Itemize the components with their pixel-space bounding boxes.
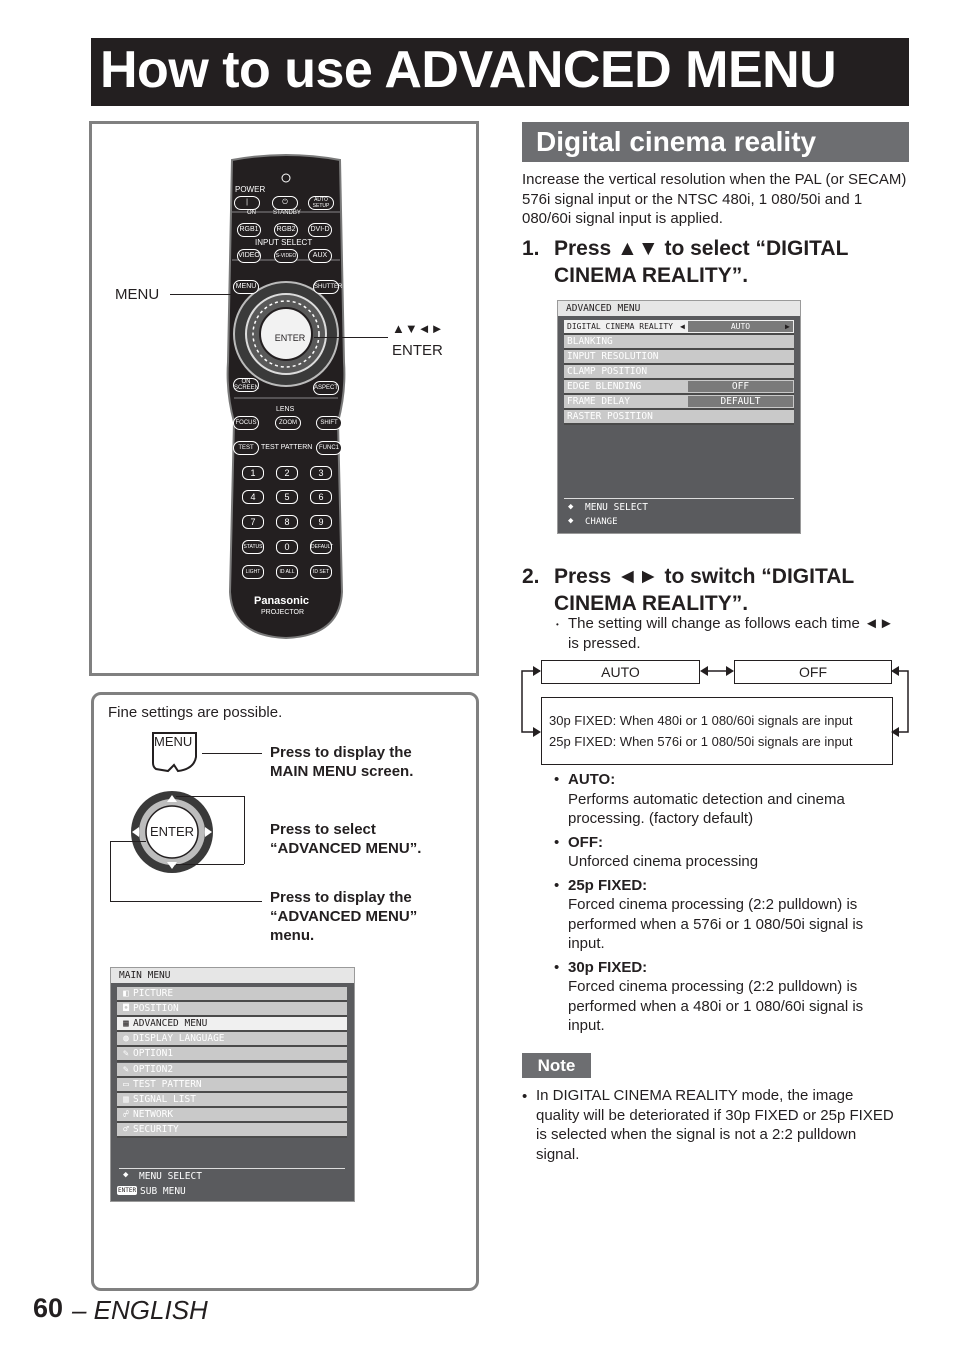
- remote-rgb1-button[interactable]: RGB1: [237, 223, 261, 237]
- remote-id-set-button[interactable]: ID SET: [310, 565, 332, 579]
- flow-fixed-box: [541, 697, 893, 765]
- option-item: [554, 958, 899, 1036]
- bullet-icon: •: [554, 958, 560, 976]
- main-menu-item-label: PICTURE: [133, 988, 174, 999]
- advanced-menu-item-label: INPUT RESOLUTION: [567, 351, 659, 362]
- menu-item-icon: ▭: [123, 1078, 129, 1090]
- advanced-menu-screen: [557, 300, 801, 534]
- remote-on-button[interactable]: |: [234, 196, 260, 210]
- remote-standby-button[interactable]: ⏻: [272, 196, 298, 210]
- remote-number-button[interactable]: 8: [276, 515, 298, 529]
- advanced-menu-item-label: FRAME DELAY: [567, 396, 630, 407]
- remote-menu-button[interactable]: MENU: [233, 280, 259, 294]
- main-menu-item[interactable]: [117, 1017, 347, 1032]
- remote-brand-logo: Panasonic: [254, 595, 310, 607]
- remote-number-button[interactable]: 7: [242, 515, 264, 529]
- advanced-menu-item-label: CLAMP POSITION: [567, 366, 648, 377]
- page-title: How to use ADVANCED MENU: [100, 41, 837, 99]
- option-item: [554, 876, 899, 954]
- remote-status-button[interactable]: STATUS: [242, 540, 264, 554]
- note-label: Note: [522, 1053, 591, 1078]
- flow-25p-line: 25p FIXED: When 576i or 1 080/50i signals are input: [549, 734, 853, 749]
- remote-aux-button[interactable]: AUX: [308, 249, 332, 263]
- remote-test-button[interactable]: TEST: [233, 441, 259, 455]
- remote-number-button[interactable]: 2: [276, 466, 298, 480]
- remote-dvi-d-button[interactable]: DVI-D: [308, 223, 332, 237]
- step2-note: The setting will change as follows each time ◄► is pressed.: [568, 615, 894, 652]
- osd-divider: [564, 498, 794, 499]
- remote-on-label: ON: [247, 210, 256, 216]
- remote-shift-button[interactable]: SHIFT: [316, 416, 342, 430]
- menu-item-icon: ▥: [123, 1093, 129, 1105]
- bracket-line: [176, 864, 244, 865]
- remote-power-label: POWER: [235, 185, 266, 194]
- remote-shutter-button[interactable]: SHUTTER: [313, 280, 339, 294]
- step2-text: Press ◄► to switch “DIGITAL CINEMA REALITY”.: [554, 565, 854, 615]
- remote-on-screen-button[interactable]: ON SCREEN: [234, 379, 260, 391]
- options-list: [554, 770, 899, 1040]
- left-arrow-icon: ◀: [680, 322, 685, 331]
- callout-menu-label: MENU: [115, 286, 160, 303]
- menu-item-icon: ✎: [123, 1048, 129, 1060]
- option-description: Unforced cinema processing: [568, 853, 759, 870]
- caption-select-advanced: Press to select “ADVANCED MENU”.: [270, 821, 422, 857]
- remote-video-button[interactable]: VIDEO: [237, 249, 261, 263]
- menu-item-icon: ◧: [123, 988, 129, 999]
- main-menu-item-label: OPTION1: [133, 1048, 174, 1060]
- main-menu-item[interactable]: [117, 1123, 347, 1138]
- main-menu-screen: [110, 967, 355, 1202]
- main-menu-footer1: MENU SELECT: [139, 1171, 202, 1182]
- option-description: Performs automatic detection and cinema processing. (factory default): [568, 790, 845, 827]
- remote-control-panel: [89, 121, 479, 676]
- remote-id-all-button[interactable]: ID ALL: [276, 565, 298, 579]
- remote-enter-button[interactable]: ENTER: [274, 333, 306, 343]
- main-menu-item-label: TEST PATTERN: [133, 1078, 202, 1090]
- step1-text: Press ▲▼ to select “DIGITAL CINEMA REALITY”.: [554, 237, 849, 287]
- main-menu-item-label: POSITION: [133, 1003, 179, 1015]
- remote-s-video-button[interactable]: S-VIDEO: [274, 249, 298, 263]
- remote-auto-setup-button[interactable]: AUTO SETUP: [308, 196, 334, 210]
- cap1-line: [202, 753, 262, 754]
- callout-enter-line: [314, 337, 388, 338]
- main-menu-item-label: ADVANCED MENU: [133, 1018, 208, 1030]
- advanced-menu-item[interactable]: [564, 410, 794, 425]
- option-description: Forced cinema processing (2:2 pulldown) is performed when a 480i or 1 080/60i signal is input.: [568, 978, 864, 1034]
- section-header: [522, 122, 909, 162]
- option-description: Forced cinema processing (2:2 pulldown) is performed when a 576i or 1 080/50i signal is input.: [568, 896, 864, 952]
- section-intro: Increase the vertical resolution when the PAL (or SECAM) 576i signal input or the NTSC 480i, 1 080/50i and 1 080/60i signal input is applied.: [522, 171, 907, 227]
- osd-divider: [119, 1168, 345, 1169]
- remote-number-button[interactable]: 5: [276, 490, 298, 504]
- remote-test-pattern-label: TEST PATTERN: [261, 444, 313, 451]
- advanced-menu-item-value: DEFAULT: [688, 396, 793, 407]
- cap3-line: [110, 841, 146, 842]
- adv-menu-footer1: MENU SELECT: [585, 502, 648, 513]
- bracket-line: [176, 796, 244, 797]
- option-name: OFF:: [568, 833, 603, 851]
- remote-rgb2-button[interactable]: RGB2: [274, 223, 298, 237]
- menu-item-icon: ✎: [123, 1063, 129, 1075]
- footer-language: – ENGLISH: [72, 1295, 208, 1325]
- remote-lens-label: LENS: [276, 406, 295, 413]
- remote-number-button[interactable]: 0: [276, 540, 298, 554]
- advanced-menu-item[interactable]: [564, 320, 794, 335]
- advanced-menu-item-value[interactable]: AUTO: [688, 321, 793, 332]
- advanced-menu-item-label: EDGE BLENDING: [567, 381, 642, 392]
- right-arrow-icon: ▶: [785, 322, 790, 331]
- enter-key-label: ENTER: [149, 824, 195, 839]
- menu-item-icon: ◘: [123, 1003, 129, 1015]
- caption-display-advanced: Press to display the “ADVANCED MENU” menu.: [270, 889, 418, 944]
- remote-focus-button[interactable]: FOCUS: [233, 416, 259, 430]
- menu-select-icon: ◆: [568, 502, 574, 512]
- menu-item-icon: ▦: [123, 1018, 129, 1030]
- main-menu-item-label: SIGNAL LIST: [133, 1093, 196, 1105]
- remote-number-button[interactable]: 1: [242, 466, 264, 480]
- main-menu-item[interactable]: [117, 1078, 347, 1093]
- fine-settings-panel: [91, 692, 479, 1291]
- callout-enter-label: ENTER: [392, 342, 443, 359]
- page-title-bar: [91, 38, 909, 106]
- step2-number: 2.: [522, 565, 540, 588]
- bullet-icon: •: [522, 1088, 528, 1105]
- remote-number-button[interactable]: 6: [310, 490, 332, 504]
- caption-main-menu: Press to display the MAIN MENU screen.: [270, 744, 414, 780]
- menu-item-icon: ☍: [123, 1108, 129, 1120]
- remote-input-select-label: INPUT SELECT: [255, 238, 313, 247]
- remote-number-button[interactable]: 3: [310, 466, 332, 480]
- advanced-menu-item-value: OFF: [688, 381, 793, 392]
- callout-arrows-label: ▲▼◄►: [392, 321, 444, 336]
- flow-30p-line: 30p FIXED: When 480i or 1 080/60i signals are input: [549, 713, 853, 728]
- menu-select-icon: ◆: [123, 1170, 129, 1180]
- option-name: 25p FIXED:: [568, 876, 648, 894]
- callout-menu-line: [170, 294, 236, 295]
- menu-item-icon: ◍: [123, 1033, 129, 1045]
- enter-mini-key: ENTER: [118, 1187, 137, 1194]
- bullet-icon: •: [556, 620, 559, 629]
- page-number: 60: [33, 1293, 64, 1323]
- remote-func1-button[interactable]: FUNC1: [316, 441, 342, 455]
- advanced-menu-item[interactable]: [564, 350, 794, 365]
- main-menu-item[interactable]: [117, 1032, 347, 1047]
- remote-standby-label: STANDBY: [273, 210, 301, 216]
- remote-aspect-button[interactable]: ASPECT: [313, 381, 339, 395]
- cap3-line: [110, 901, 262, 902]
- option-item: [554, 770, 899, 829]
- advanced-menu-item[interactable]: [564, 335, 794, 350]
- advanced-menu-title: ADVANCED MENU: [558, 301, 800, 316]
- main-menu-item-label: SECURITY: [133, 1123, 179, 1135]
- main-menu-item[interactable]: [117, 1002, 347, 1017]
- main-menu-item-label: OPTION2: [133, 1063, 174, 1075]
- advanced-menu-item-label: BLANKING: [567, 336, 613, 347]
- flow-off-box: OFF: [734, 660, 892, 684]
- remote-light-button[interactable]: LIGHT: [242, 565, 264, 579]
- remote-zoom-button[interactable]: ZOOM: [275, 416, 301, 430]
- advanced-menu-item-label: RASTER POSITION: [567, 411, 653, 422]
- remote-default-button[interactable]: DEFAULT: [310, 540, 332, 554]
- bullet-icon: •: [554, 771, 560, 788]
- bullet-icon: •: [554, 876, 560, 894]
- cap3-line: [110, 841, 111, 901]
- remote-number-button[interactable]: 4: [242, 490, 264, 504]
- main-menu-title: MAIN MENU: [111, 968, 354, 983]
- bracket-line: [244, 796, 245, 864]
- remote-brand-sub: PROJECTOR: [261, 609, 305, 616]
- advanced-menu-item[interactable]: [564, 380, 794, 395]
- menu-item-icon: ♂: [123, 1123, 129, 1135]
- main-menu-item[interactable]: [117, 1093, 347, 1108]
- main-menu-item-label: DISPLAY LANGUAGE: [133, 1033, 225, 1045]
- fine-intro-text: Fine settings are possible.: [108, 704, 283, 721]
- main-menu-item[interactable]: [117, 1063, 347, 1078]
- main-menu-item-label: NETWORK: [133, 1108, 174, 1120]
- flow-auto-box: AUTO: [541, 660, 700, 684]
- note-text: In DIGITAL CINEMA REALITY mode, the image quality will be deteriorated if 30p FIXED or 25p FIXED is selected when the signal is not a 2:2 pulldown signal.: [536, 1087, 894, 1163]
- main-menu-item[interactable]: [117, 1047, 347, 1062]
- option-item: [554, 833, 899, 872]
- bullet-icon: •: [554, 833, 560, 851]
- menu-key-label: MENU: [154, 734, 193, 749]
- advanced-menu-item[interactable]: [564, 395, 794, 410]
- remote-number-button[interactable]: 9: [310, 515, 332, 529]
- adv-menu-footer2: CHANGE: [585, 517, 618, 527]
- advanced-menu-item[interactable]: [564, 365, 794, 380]
- option-name: AUTO:: [568, 771, 616, 788]
- step1-number: 1.: [522, 237, 540, 260]
- advanced-menu-item-label: DIGITAL CINEMA REALITY: [567, 322, 673, 331]
- main-menu-footer2: SUB MENU: [140, 1186, 186, 1197]
- main-menu-item[interactable]: [117, 1108, 347, 1123]
- change-icon: ◆: [568, 516, 574, 526]
- main-menu-item[interactable]: [117, 987, 347, 1002]
- section-title: Digital cinema reality: [536, 126, 817, 157]
- option-name: 30p FIXED:: [568, 958, 648, 976]
